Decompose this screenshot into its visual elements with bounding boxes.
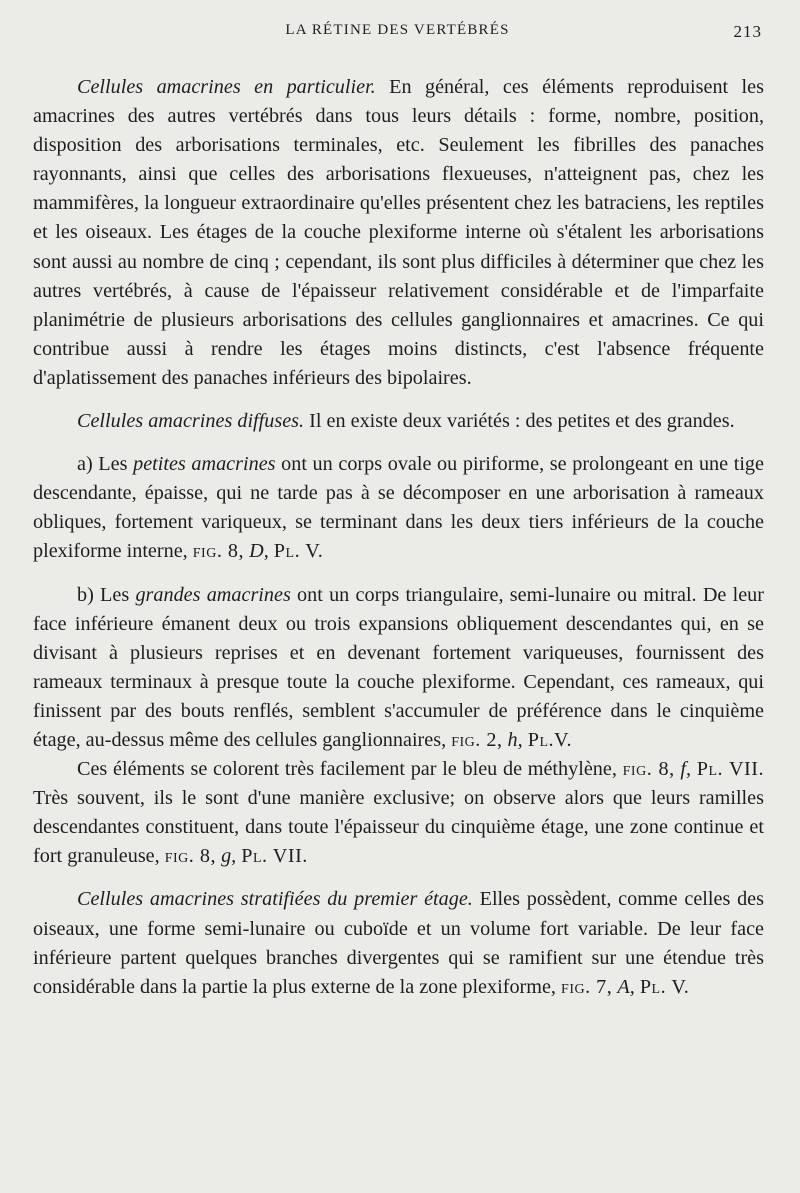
- body-text: [33, 73, 764, 1002]
- para-amacrines-en-particulier: [33, 73, 764, 393]
- figure-reference: fig. 7,: [561, 975, 613, 998]
- text-run: b) Les: [77, 583, 136, 606]
- para-bleu-de-methylene: [33, 755, 764, 871]
- text-run: Très souvent, ils le sont d'une manière exclusive; on observe alors que leurs ramilles descendantes constituent, dans toute l'épaisseur du cinquième étage, une zone continue et fort granuleuse,: [33, 787, 764, 868]
- text-run: Elles possèdent, comme celles des oiseaux, une forme semi-lunaire ou cuboïde et un volume fort variable. De leur face inférieure partent quelques branches divergentes qui se ramifient sur une étendue très considérable dans la partie la plus externe de la zone plexiforme,: [33, 888, 764, 998]
- para-grandes-amacrines: [33, 581, 764, 756]
- page-number: 213: [733, 22, 762, 41]
- text-run: En général, ces éléments reproduisent les amacrines des autres vertébrés dans tous leurs détails : forme, nombre, position, disposition des arborisations terminales, etc. Seulement les fibrilles des panaches rayonnants, ainsi que celles des arborisations flexueuses, n'atteignent pas, chez les mammifères, la longueur extraordinaire qu'elles présentent chez les batraciens, les reptiles et les oiseaux. Les étages de la couche plexiforme interne où s'étalent les arborisations sont aussi au nombre de cinq ; cependant, ils sont plus difficiles à déterminer que chez les autres vertébrés, à cause de l'épaisseur relativement considérable et de l'imparfaite planimétrie de plusieurs arborisations des cellules ganglionnaires et amacrines. Ce qui contribue aussi à rendre les étages moins distincts, c'est l'absence fréquente d'aplatissement des panaches inférieurs des bipolaires.: [33, 76, 764, 389]
- italic-text: Cellules amacrines diffuses.: [77, 410, 305, 433]
- para-amacrines-stratifiees: [33, 885, 764, 1001]
- running-title: LA RÉTINE DES VERTÉBRÉS: [285, 22, 510, 38]
- italic-text: f,: [680, 758, 692, 781]
- figure-reference: fig. 8,: [622, 758, 675, 781]
- para-amacrines-diffuses: [33, 407, 764, 436]
- italic-text: Cellules amacrines en particulier.: [77, 76, 376, 98]
- italic-text: grandes amacrines: [135, 583, 291, 606]
- figure-reference: Pl. VII.: [241, 845, 308, 868]
- italic-text: g,: [221, 845, 237, 868]
- figure-reference: Pl. V.: [639, 975, 690, 998]
- italic-text: Cellules amacrines stratifiées du premier étage.: [77, 888, 473, 911]
- italic-text: A,: [617, 975, 635, 998]
- figure-reference: fig. 8,: [192, 540, 245, 563]
- figure-reference: Pl.V.: [527, 728, 573, 751]
- figure-reference: fig. 8,: [164, 845, 217, 868]
- page-header: [33, 22, 762, 46]
- text-run: Ces éléments se colorent très facilement par le bleu de méthylène,: [77, 758, 623, 781]
- para-petites-amacrines: [33, 450, 764, 566]
- italic-text: D,: [249, 540, 269, 563]
- text-run: a) Les: [77, 453, 134, 476]
- italic-text: h,: [507, 728, 523, 751]
- figure-reference: Pl. V.: [273, 540, 324, 563]
- text-run: ont un corps ovale ou piriforme, se prolongeant en une tige descendante, épaisse, qui ne tarde pas à se décomposer en une arborisation à rameaux obliques, fortement variqueux, se terminant dans les deux tiers inférieurs de la couche plexiforme interne,: [33, 453, 764, 563]
- italic-text: petites amacrines: [133, 453, 276, 476]
- figure-reference: Pl. VII.: [696, 758, 765, 781]
- text-run: ont un corps triangulaire, semi-lunaire ou mitral. De leur face inférieure émanent deux ou trois expansions obliquement descendantes qui, en se divisant à plusieurs reprises et en devenant fortement variqueuses, fournissent des rameaux terminaux à presque toute la couche plexiforme. Cependant, ces rameaux, qui finissent par des bouts renflés, semblent s'accumuler de préférence dans le cinquième étage, au-dessus même des cellules ganglionnaires,: [33, 583, 764, 751]
- figure-reference: fig. 2,: [451, 728, 503, 751]
- text-run: Il en existe deux variétés : des petites et des grandes.: [304, 410, 735, 433]
